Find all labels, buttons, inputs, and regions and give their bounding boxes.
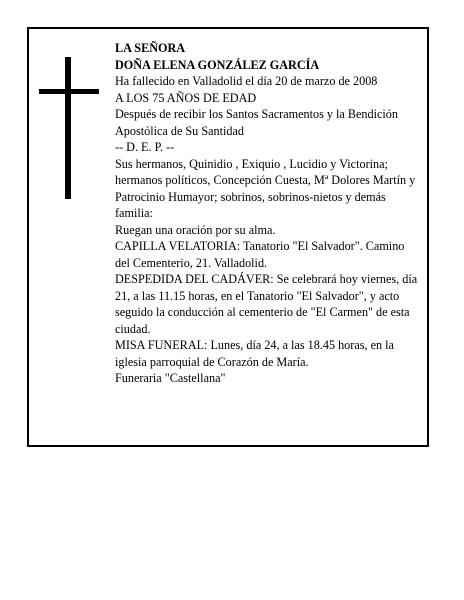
sacraments-line: Después de recibir los Santos Sacramentos y la Bendición Apostólica de Su Santidad [115, 107, 398, 138]
notice-header-title: LA SEÑORA [115, 41, 186, 55]
cross-icon [39, 57, 99, 199]
obituary-notice [27, 27, 429, 447]
family-paragraph: Sus hermanos, Quinidio , Exiquio , Lucidio y Victorina; hermanos políticos, Concepción Cuesta, Mª Dolores Martín y Patrocinio Humayor; sobrinos, sobrinos-nietos y demás familia: [115, 156, 416, 220]
prayer-request: Ruegan una oración por su alma. [115, 222, 276, 237]
farewell-info: DESPEDIDA DEL CADÁVER: Se celebrará hoy viernes, día 21, a las 11.15 horas, en el Tanatorio "El Salvador", y acto seguido la conducción al cementerio de "El Carmen" de esta ciudad. [115, 272, 418, 336]
cross-vertical-bar [65, 57, 71, 199]
rip-line: -- D. E. P. -- [115, 140, 175, 154]
chapel-info: CAPILLA VELATORIA: Tanatorio "El Salvador". Camino del Cementerio, 21. Valladolid. [115, 239, 405, 270]
death-info: Ha fallecido en Valladolid el día 20 de marzo de 2008 [115, 74, 378, 88]
funeral-home: Funeraria "Castellana" [115, 371, 226, 385]
notice-body [115, 40, 421, 387]
deceased-name: DOÑA ELENA GONZÁLEZ GARCÍA [115, 57, 320, 72]
age-line: A LOS 75 AÑOS DE EDAD [115, 90, 257, 105]
funeral-mass-info: MISA FUNERAL: Lunes, día 24, a las 18.45 horas, en la iglesia parroquial de Corazón de María. [115, 338, 394, 369]
cross-horizontal-bar [39, 89, 99, 94]
